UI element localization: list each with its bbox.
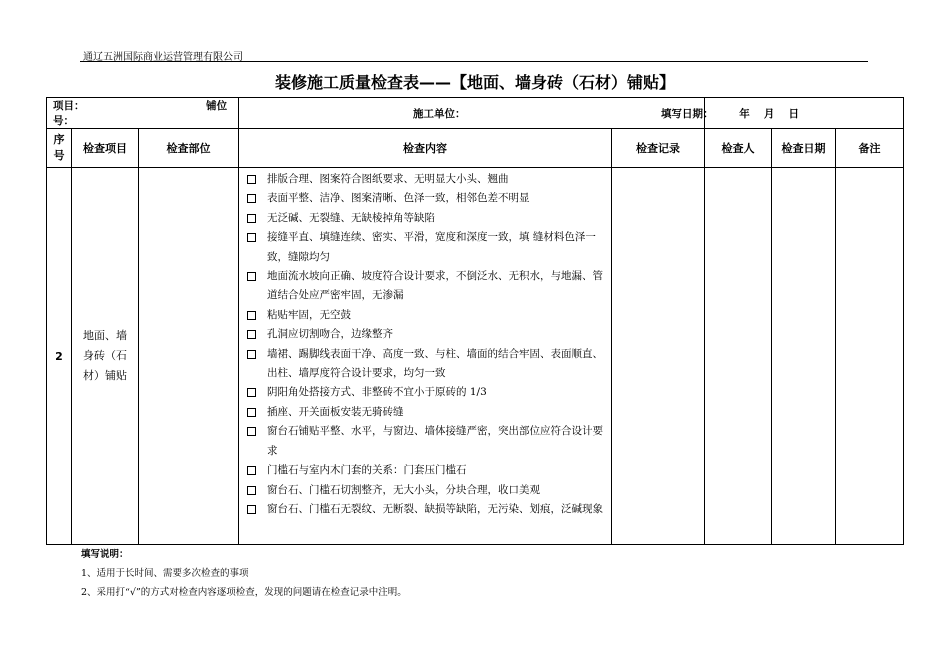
checklist-item — [247, 481, 607, 500]
checklist-item — [247, 306, 607, 325]
notes-section — [81, 545, 407, 602]
col-seq: 序号 — [47, 129, 72, 168]
checklist — [247, 170, 607, 519]
row-remarks-cell[interactable] — [836, 168, 904, 545]
note-item: 2、采用打“√”的方式对检查内容逐项检查，发现的问题请在检查记录中注明。 — [81, 587, 407, 598]
checklist-item-text: 阴阳角处搭接方式、非整砖不宜小于原砖的 1/3 — [267, 386, 487, 399]
row-seq: 2 — [47, 168, 72, 545]
checklist-item-text: 表面平整、洁净、图案清晰、色泽一致，相邻色差不明显 — [267, 192, 530, 205]
checkbox-icon[interactable] — [247, 330, 256, 339]
checklist-item — [247, 345, 607, 384]
checklist-item-text: 墙裙、踢脚线表面干净、高度一致、与柱、墙面的结合牢固、表面顺直、出柱、墙厚度符合设计要求，均匀一致 — [267, 347, 604, 380]
col-location: 检查部位 — [139, 129, 239, 168]
col-inspector: 检查人 — [705, 129, 772, 168]
checklist-item — [247, 325, 607, 344]
checklist-item — [247, 500, 607, 519]
checkbox-icon[interactable] — [247, 427, 256, 436]
checklist-item-text: 地面流水坡向正确、坡度符合设计要求，不倒泛水、无积水，与地漏、管道结合处应严密牢固，无渗漏 — [267, 270, 604, 302]
project-field — [47, 98, 239, 129]
checklist-item-text: 窗台石、门槛石无裂纹、无断裂、缺损等缺陷，无污染、划痕，泛碱现象 — [267, 502, 604, 515]
checkbox-icon[interactable] — [247, 388, 256, 397]
date-field — [661, 98, 904, 129]
col-check-date: 检查日期 — [772, 129, 836, 168]
checklist-item-text: 窗台石铺贴平整、水平，与窗边、墙体接缝严密，突出部位应符合设计要求 — [267, 425, 604, 457]
row-check-date-cell[interactable] — [772, 168, 836, 545]
checklist-item — [247, 209, 607, 228]
checklist-item — [247, 189, 607, 208]
row-item: 地面、墙身砖（石材）铺贴 — [72, 168, 139, 545]
checklist-item — [247, 170, 607, 189]
contractor-field — [239, 98, 705, 129]
checklist-item — [247, 422, 607, 461]
checkbox-icon[interactable] — [247, 194, 256, 203]
row-inspector-cell[interactable] — [705, 168, 772, 545]
checkbox-icon[interactable] — [247, 505, 256, 514]
col-record: 检查记录 — [612, 129, 705, 168]
checkbox-icon[interactable] — [247, 311, 256, 320]
header-divider — [80, 61, 868, 62]
col-remarks: 备注 — [836, 129, 904, 168]
checkbox-icon[interactable] — [247, 466, 256, 475]
col-item: 检查项目 — [72, 129, 139, 168]
checkbox-icon[interactable] — [247, 175, 256, 184]
checkbox-icon[interactable] — [247, 350, 256, 359]
inspection-table — [46, 97, 904, 545]
checklist-item-text: 孔洞应切割吻合，边缘整齐 — [267, 328, 394, 341]
row-record-cell[interactable] — [612, 168, 705, 545]
checkbox-icon[interactable] — [247, 214, 256, 223]
checklist-item-text: 无泛碱、无裂缝、无缺棱掉角等缺陷 — [267, 211, 436, 224]
checklist-item — [247, 383, 607, 402]
checkbox-icon[interactable] — [247, 408, 256, 417]
column-header-row — [47, 129, 904, 168]
table-row — [47, 168, 904, 545]
info-row — [47, 98, 904, 129]
row-location-cell[interactable] — [139, 168, 239, 545]
checklist-item-text: 插座、开关面板安装无骑砖缝 — [267, 405, 404, 418]
checklist-item-text: 排版合理、图案符合图纸要求、无明显大小头、翘曲 — [267, 173, 509, 185]
checklist-item — [247, 228, 607, 267]
checklist-item-text: 粘贴牢固，无空鼓 — [267, 308, 352, 321]
checkbox-icon[interactable] — [247, 233, 256, 242]
note-item: 1、适用于长时间、需要多次检查的事项 — [81, 568, 249, 579]
checklist-item — [247, 403, 607, 422]
date-label: 填写日期： — [661, 107, 714, 120]
project-label: 项目： — [53, 100, 85, 112]
checklist-item-text: 门槛石与室内木门套的关系：门套压门槛石 — [267, 464, 467, 477]
date-parts: 年 月 日 — [739, 107, 799, 120]
notes-title: 填写说明： — [81, 549, 129, 560]
checklist-item-text: 窗台石、门槛石切割整齐，无大小头，分块合理，收口美观 — [267, 483, 541, 496]
company-name: 通辽五洲国际商业运营管理有限公司 — [83, 52, 243, 63]
checkbox-icon[interactable] — [247, 486, 256, 495]
checklist-item-text: 接缝平直、填缝连续、密实、平滑，宽度和深度一致，填 缝材料色泽一致，缝隙均匀 — [267, 231, 596, 263]
checkbox-icon[interactable] — [247, 272, 256, 281]
shop-no-label: 铺位号： — [53, 100, 228, 127]
checklist-item — [247, 461, 607, 480]
col-content: 检查内容 — [239, 129, 612, 168]
page-title: 装修施工质量检查表——【地面、墙身砖（石材）铺贴】 — [274, 73, 675, 92]
row-content-cell — [239, 168, 612, 545]
contractor-label: 施工单位： — [413, 107, 466, 120]
checklist-item — [247, 267, 607, 306]
